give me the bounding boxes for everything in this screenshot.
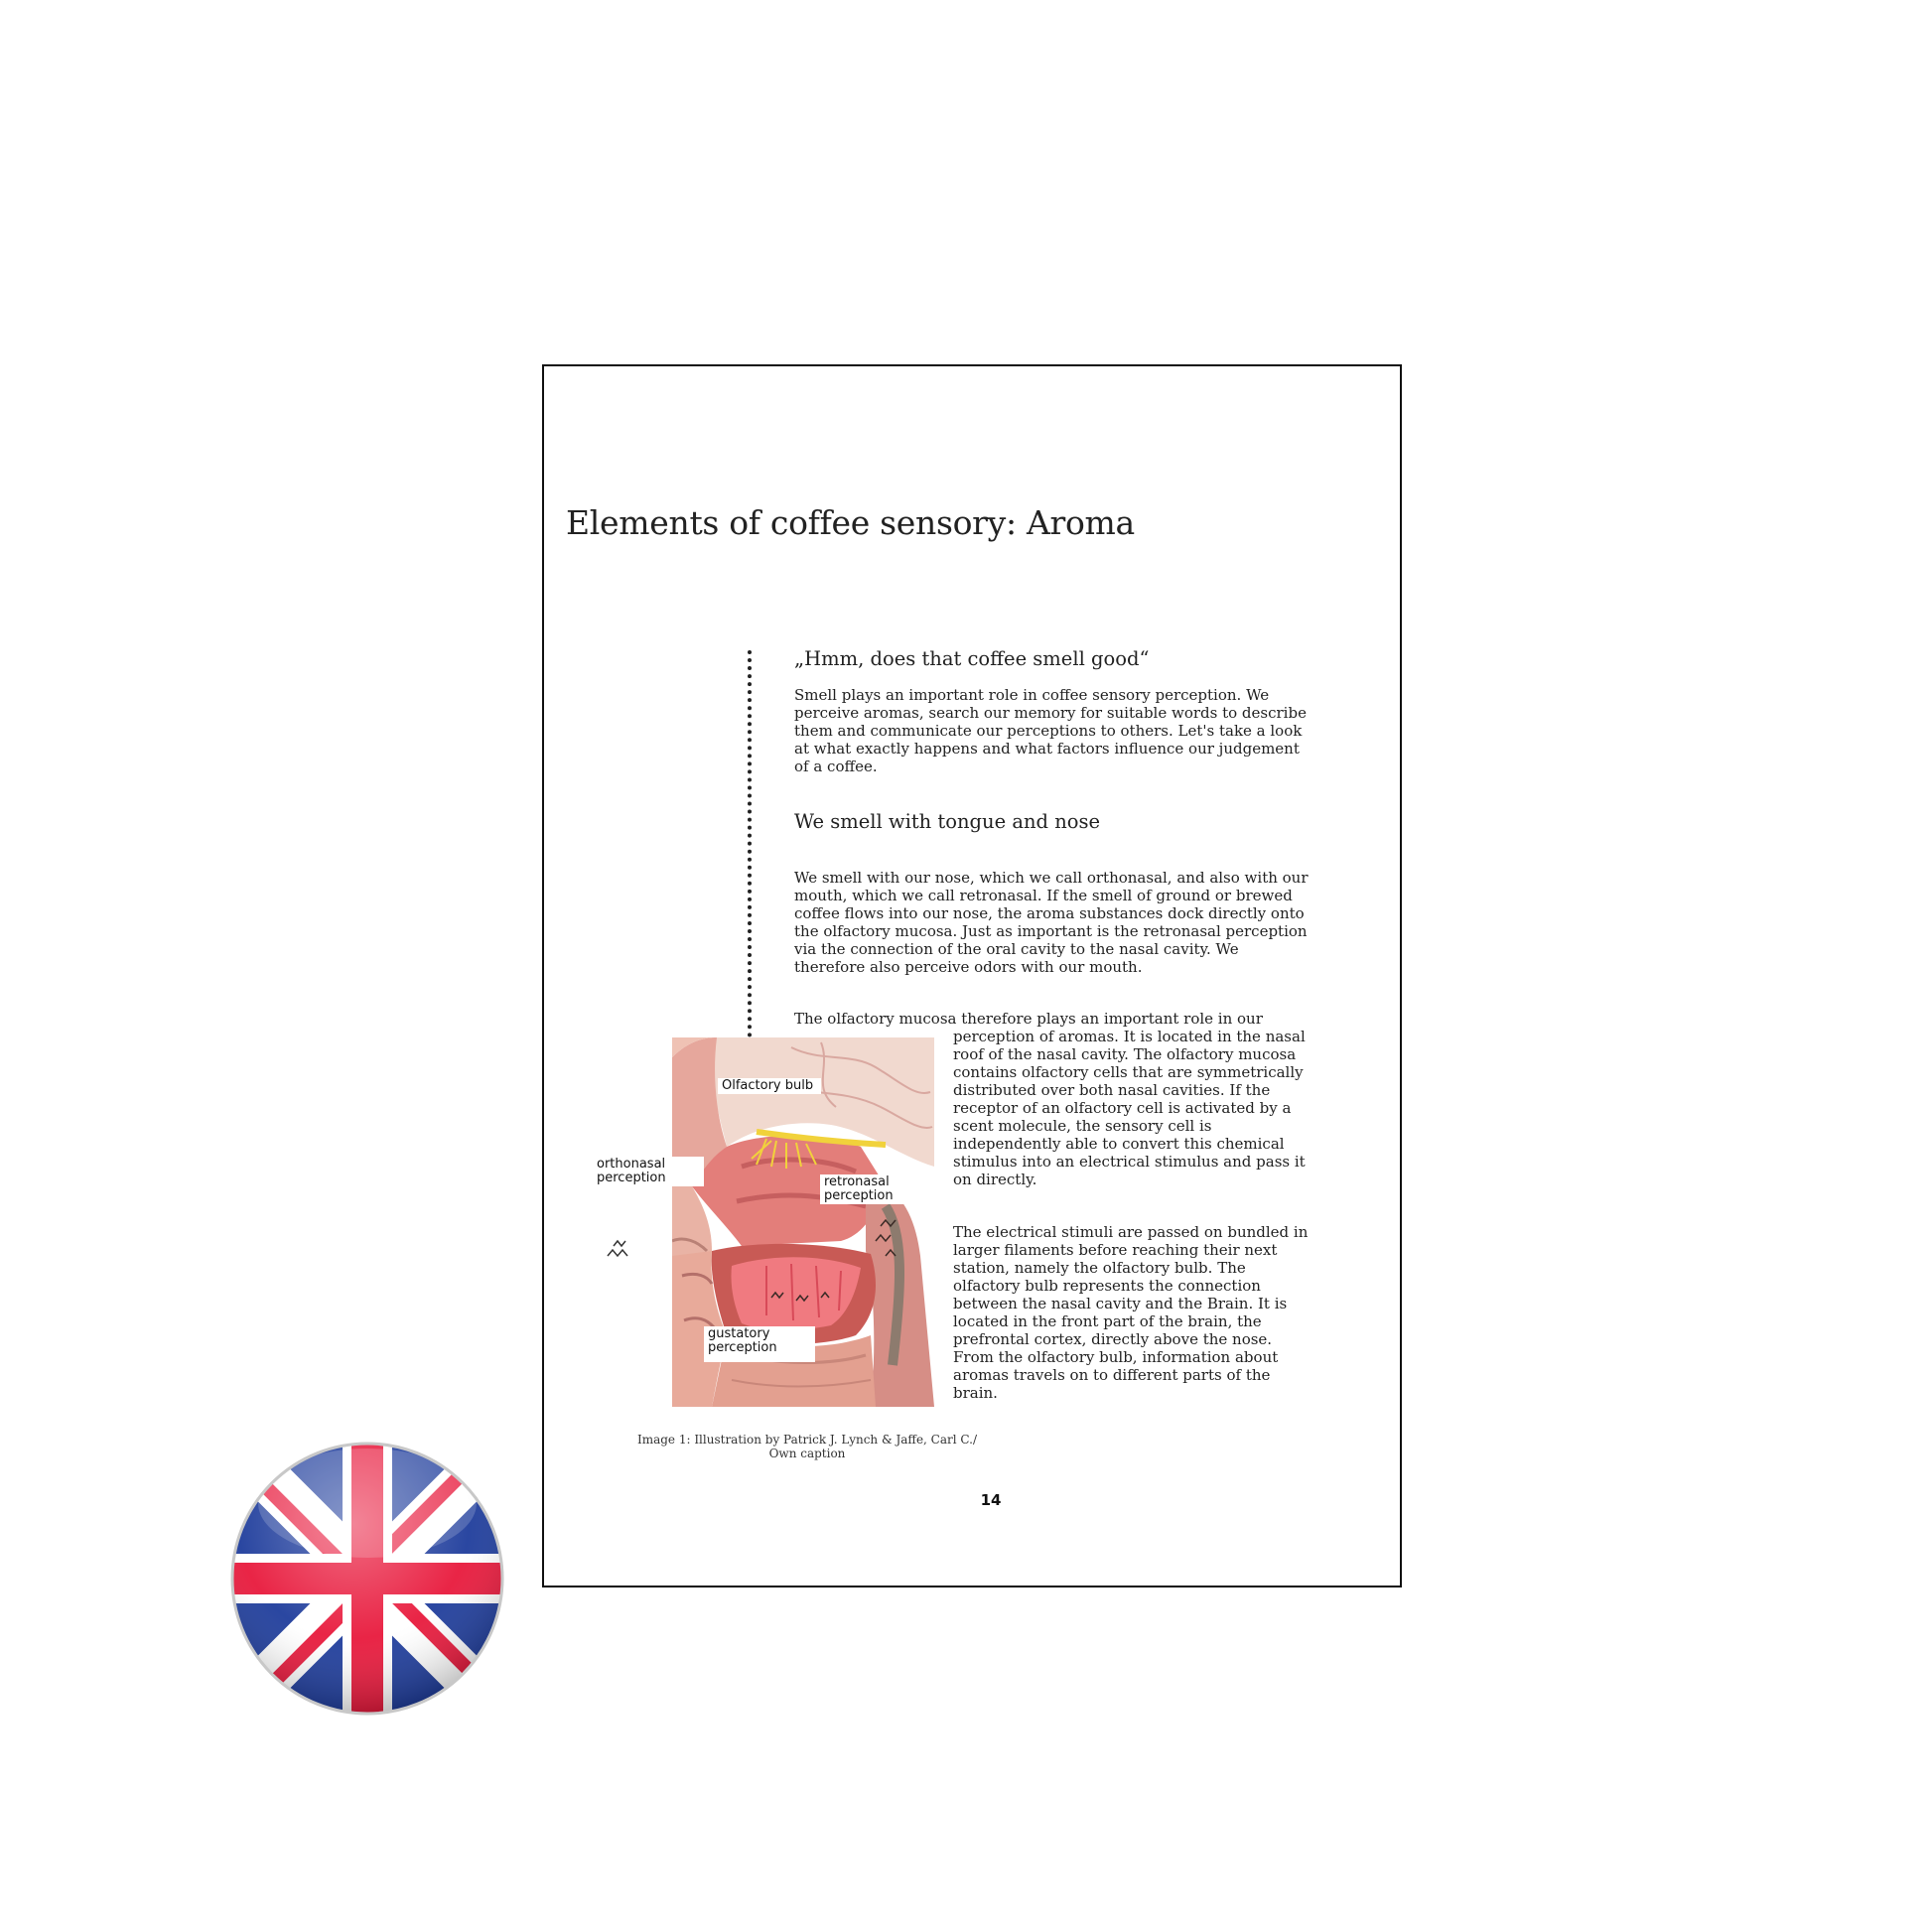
label-olfactory-bulb: Olfactory bulb: [718, 1078, 821, 1094]
olfactory-bulb-paragraph: The electrical stimuli are passed on bundled in larger filaments before reaching their next station, namely the olfactory bulb. The olfactory bulb represents the connection between the nasal cavity and the Brain. It is located in the front part of the brain, the prefrontal cortex, directly above the nose. From the olfactory bulb, information about aromas travels on to different parts of the brain.: [953, 1223, 1309, 1402]
uk-flag-icon[interactable]: [230, 1442, 504, 1716]
page-title: Elements of coffee sensory: Aroma: [566, 503, 1135, 542]
label-gustatory-perception: gustatory perception: [704, 1326, 815, 1362]
aroma-molecule-icon: [604, 1234, 643, 1264]
section-heading-tongue-nose: We smell with tongue and nose: [794, 810, 1101, 833]
orthonasal-paragraph: We smell with our nose, which we call orthonasal, and also with our mouth, which we call retronasal. If the smell of ground or brewed coffee flows into our nose, the aroma substances dock directly onto the olfactory mucosa. Just as important is the retronasal perception via the connection of the oral cavity to the nasal cavity. We therefore also perceive odors with our mouth.: [794, 869, 1309, 976]
document-page: [542, 364, 1402, 1587]
page-number: 14: [980, 1491, 1002, 1509]
label-retronasal-perception: retronasal perception: [820, 1174, 934, 1204]
anatomy-illustration: [672, 1037, 934, 1407]
intro-paragraph: Smell plays an important role in coffee sensory perception. We perceive aromas, search our memory for suitable words to describe them and communicate our perceptions to others. Let's take a look at what exactly happens and what factors influence our judgement of a coffee.: [794, 686, 1307, 775]
mucosa-paragraph-lead: The olfactory mucosa therefore plays an important role in our: [794, 1010, 1263, 1028]
label-orthonasal-perception: orthonasal perception: [594, 1157, 704, 1186]
mucosa-paragraph: perception of aromas. It is located in the nasal roof of the nasal cavity. The olfactory mucosa contains olfactory cells that are symmetrically distributed over both nasal cavities. If the receptor of an olfactory cell is activated by a scent molecule, the sensory cell is independently able to convert this chemical stimulus into an electrical stimulus and pass it on directly.: [953, 1028, 1306, 1188]
figure-caption: Image 1: Illustration by Patrick J. Lynch & Jaffe, Carl C./ Own caption: [636, 1433, 978, 1460]
dotted-leader-line: [748, 650, 752, 1077]
section-heading-hmm: „Hmm, does that coffee smell good“: [794, 647, 1150, 670]
